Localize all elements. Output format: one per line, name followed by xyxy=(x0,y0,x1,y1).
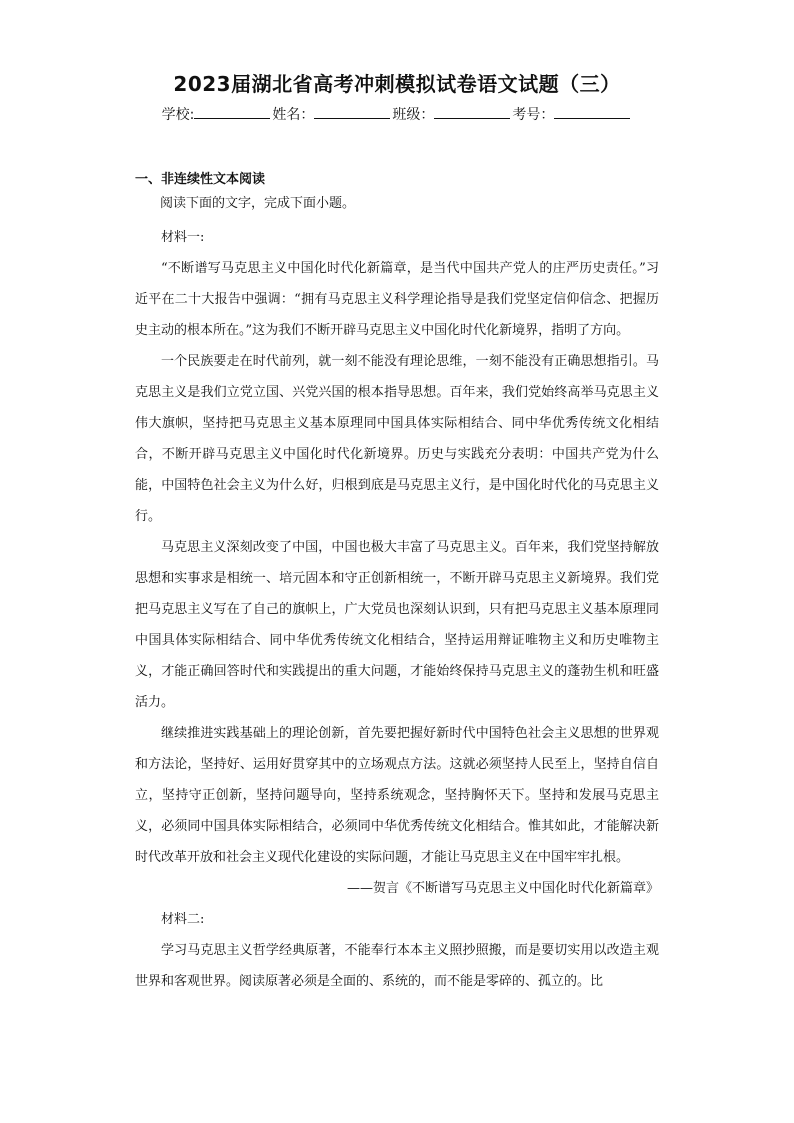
material-1-source: ——贺言《不断谱写马克思主义中国化时代化新篇章》 xyxy=(346,881,659,896)
name-blank[interactable] xyxy=(314,104,390,119)
section-heading: 一、非连续性文本阅读 xyxy=(135,172,266,187)
material-2-paragraph-1: 学习马克思主义哲学经典原著，不能奉行本本主义照抄照搬，而是要切实用以改造主观世界和客观世界。阅读原著必须是全面的、系统的，而不能是零碎的、孤立的。比 xyxy=(135,943,659,989)
material-1-paragraph-4: 继续推进实践基础上的理论创新，首先要把握好新时代中国特色社会主义思想的世界观和方法论，坚持好、运用好贯穿其中的立场观点方法。这就必须坚持人民至上，坚持自信自立，坚持守正创新，坚持问题导向，坚持系统观念，坚持胸怀天下。坚持和发展马克思主义，必须同中国具体实际相结合，必须同中华优秀传统文化相结合。惟其如此，才能解决新时代改革开放和社会主义现代化建设的实际问题，才能让马克思主义在中国牢牢扎根。 xyxy=(135,726,659,865)
id-label: 考号： xyxy=(512,107,555,123)
page-title: 2023届湖北省高考冲刺模拟试卷语文试题（三） xyxy=(173,72,621,96)
student-info-line xyxy=(0,104,794,124)
material-1-paragraph-2: 一个民族要走在时代前列，就一刻不能没有理论思维，一刻不能没有正确思想指引。马克思主义是我们立党立国、兴党兴国的根本指导思想。百年来，我们党始终高举马克思主义伟大旗帜，坚持把马克思主义基本原理同中国具体实际相结合、同中华优秀传统文化相结合，不断开辟马克思主义中国化时代化新境界。历史与实践充分表明：中国共产党为什么能，中国特色社会主义为什么好，归根到底是马克思主义行，是中国化时代化的马克思主义行。 xyxy=(135,354,659,524)
class-label: 班级： xyxy=(392,107,435,123)
material-1-paragraph-1: “不断谱写马克思主义中国化时代化新篇章，是当代中国共产党人的庄严历史责任。”习近平在二十大报告中强调：“拥有马克思主义科学理论指导是我们党坚定信仰信念、把握历史主动的根本所在。”这为我们不断开辟马克思主义中国化时代化新境界，指明了方向。 xyxy=(135,261,659,338)
id-blank[interactable] xyxy=(554,104,630,119)
material-1-label: 材料一: xyxy=(161,230,205,245)
section-instruction: 阅读下面的文字，完成下面小题。 xyxy=(160,196,356,211)
school-label: 学校: xyxy=(161,107,195,123)
material-1-paragraph-3: 马克思主义深刻改变了中国，中国也极大丰富了马克思主义。百年来，我们党坚持解放思想和实事求是相统一、培元固本和守正创新相统一，不断开辟马克思主义新境界。我们党把马克思主义写在了自己的旗帜上，广大党员也深刻认识到，只有把马克思主义基本原理同中国具体实际相结合、同中华优秀传统文化相结合，坚持运用辩证唯物主义和历史唯物主义，才能正确回答时代和实践提出的重大问题，才能始终保持马克思主义的蓬勃生机和旺盛活力。 xyxy=(135,540,659,710)
school-blank[interactable] xyxy=(194,104,270,119)
material-2-label: 材料二: xyxy=(161,912,205,927)
class-blank[interactable] xyxy=(434,104,510,119)
name-label: 姓名： xyxy=(272,107,315,123)
reading-passage xyxy=(135,222,659,997)
